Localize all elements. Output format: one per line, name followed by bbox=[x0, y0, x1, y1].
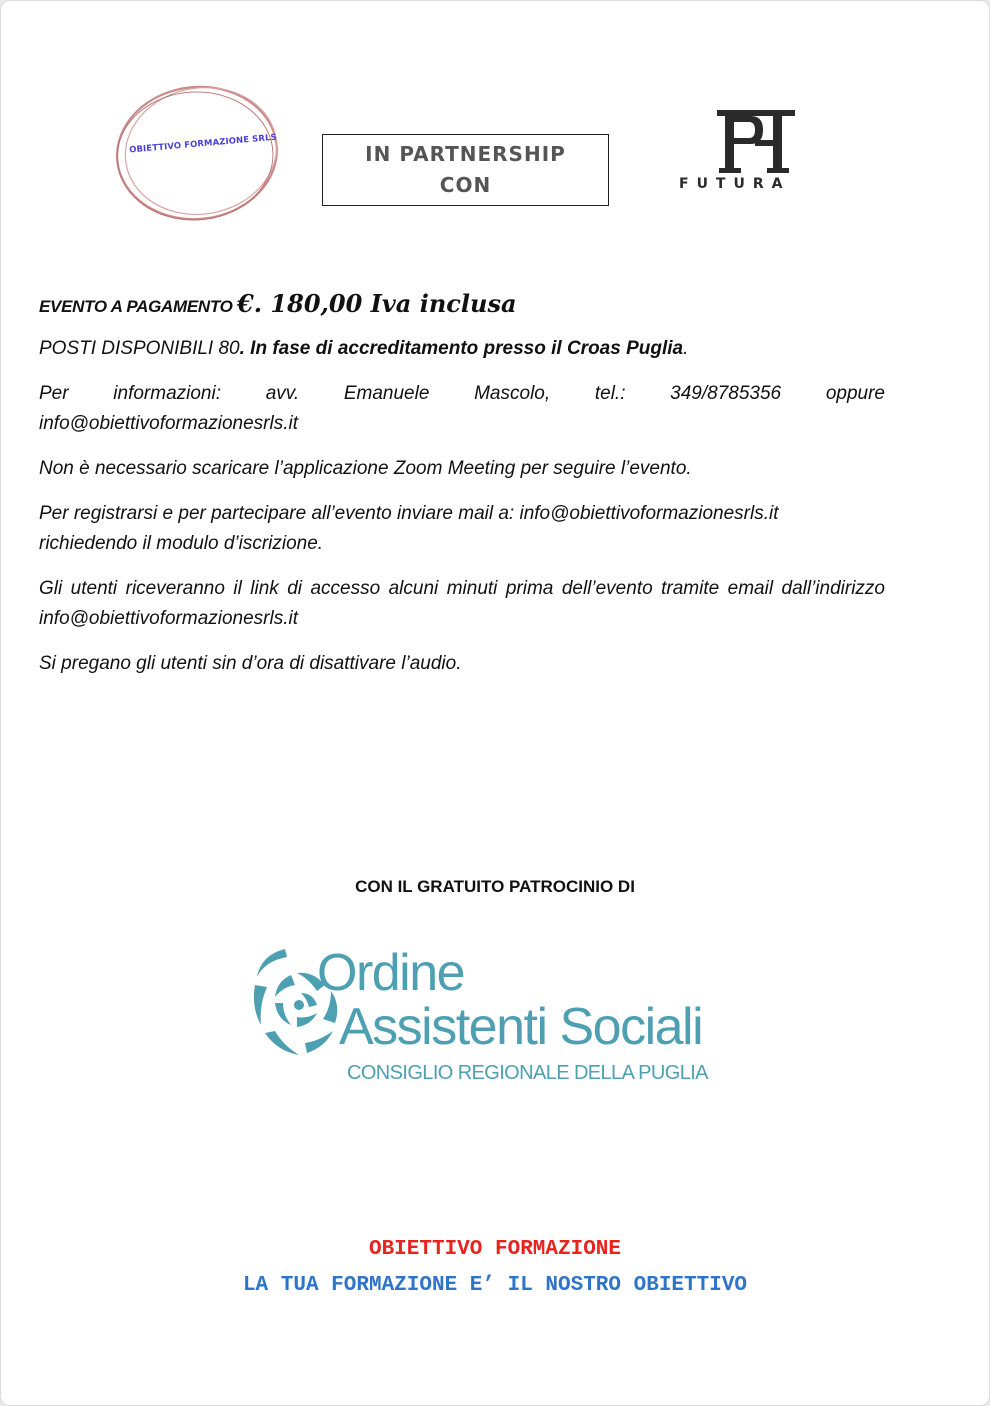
footer-slogan: LA TUA FORMAZIONE E’ IL NOSTRO OBIETTIVO bbox=[242, 1274, 748, 1297]
footer-brand: OBIETTIVO FORMAZIONE bbox=[368, 1238, 622, 1261]
event-details bbox=[39, 289, 885, 694]
info-word: informazioni: bbox=[113, 383, 221, 404]
info-word: Emanuele bbox=[343, 383, 430, 404]
futura-logo bbox=[653, 96, 853, 206]
info-word: tel.: bbox=[594, 383, 626, 404]
obiettivo-logo-label: OBIETTIVO FORMAZIONE SRLS bbox=[128, 132, 278, 156]
contact-email: info@obiettivoformazionesrls.it bbox=[39, 413, 299, 434]
ordine-word: Ordine bbox=[317, 944, 465, 1002]
patronage-heading: CON IL GRATUITO PATROCINIO DI bbox=[355, 877, 635, 896]
consiglio-regionale-line: CONSIGLIO REGIONALE DELLA PUGLIA bbox=[347, 1062, 708, 1084]
partnership-box bbox=[322, 134, 609, 206]
ordine-assistenti-sociali-logo bbox=[247, 941, 747, 1091]
accreditation-note: . In fase di accreditamento presso il Croas Puglia bbox=[239, 338, 684, 359]
info-phone: 349/8785356 bbox=[670, 383, 782, 404]
info-word: avv. bbox=[265, 383, 300, 404]
ring-logo-icon bbox=[109, 81, 289, 231]
info-word: Mascolo, bbox=[474, 383, 551, 404]
access-link-note: Gli utenti riceveranno il link di accesso alcuni minuti prima dell’evento tramite email dall’indirizzo info@obiettivoformazionesrls.it bbox=[39, 578, 885, 629]
partnership-line-2: CON bbox=[439, 173, 492, 197]
zoom-note: Non è necessario scaricare l’applicazione Zoom Meeting per seguire l’evento. bbox=[39, 458, 692, 479]
seats-line-end: . bbox=[683, 338, 689, 359]
audio-note: Si pregano gli utenti sin d’ora di disattivare l’audio. bbox=[39, 653, 462, 674]
event-price: €. 180,00 Iva inclusa bbox=[237, 289, 517, 318]
contact-info bbox=[39, 379, 885, 439]
info-word: Per bbox=[39, 383, 69, 404]
seats-available: POSTI DISPONIBILI 80 bbox=[39, 338, 240, 359]
info-word: oppure bbox=[825, 383, 885, 404]
registration-line-2: richiedendo il modulo d’iscrizione. bbox=[39, 533, 324, 554]
obiettivo-formazione-logo bbox=[109, 81, 289, 231]
event-price-line bbox=[39, 289, 885, 322]
assistenti-sociali-word: Assistenti Sociali bbox=[339, 998, 703, 1056]
event-paid-label: EVENTO A PAGAMENTO bbox=[39, 297, 238, 316]
futura-wordmark: FUTURA bbox=[679, 176, 791, 192]
registration-info bbox=[39, 499, 885, 559]
contact-info-line bbox=[39, 379, 885, 409]
partnership-line-1: IN PARTNERSHIP bbox=[365, 142, 566, 166]
registration-line-1: Per registrarsi e per partecipare all’evento inviare mail a: info@obiettivoformazionesrls.it bbox=[39, 503, 779, 524]
seats-line bbox=[39, 334, 885, 364]
futura-monogram-icon bbox=[711, 106, 801, 178]
